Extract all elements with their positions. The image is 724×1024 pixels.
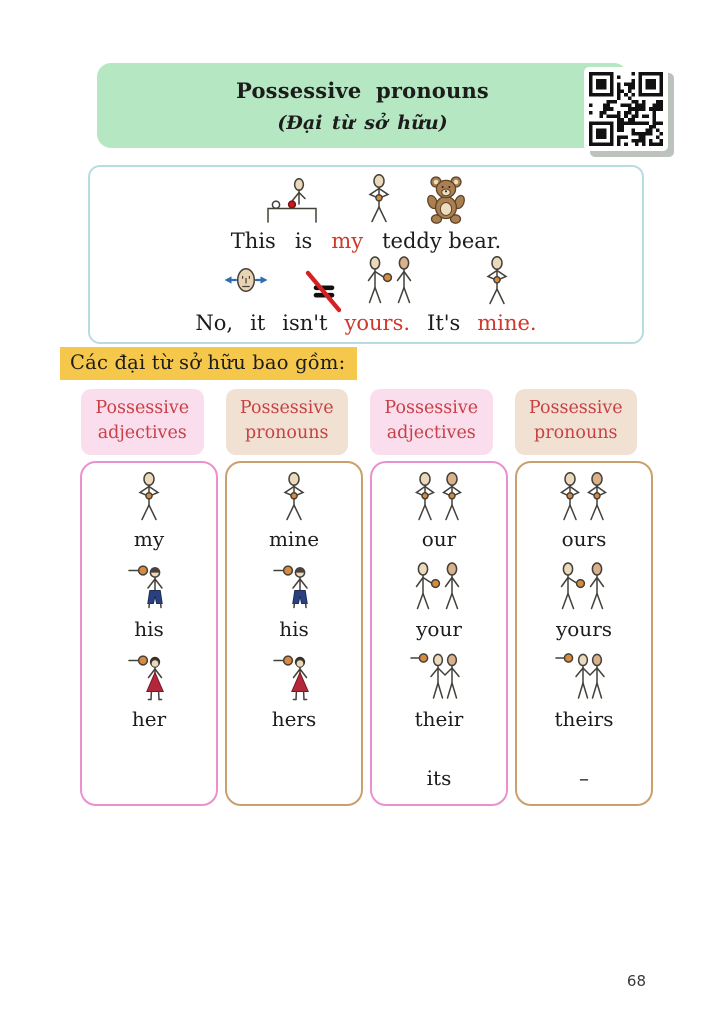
example-word: It's — [427, 311, 461, 335]
header-chip-line1: Possessive — [384, 398, 479, 418]
pronoun-table — [80, 461, 653, 806]
example-row-1 — [90, 174, 642, 253]
pair-their-icon — [555, 652, 613, 702]
pronoun-word: your — [416, 617, 462, 641]
header-chip — [226, 389, 349, 455]
header-chip — [515, 389, 638, 455]
pair-ball-icon — [363, 256, 419, 306]
example-word: is — [294, 229, 313, 253]
pronoun-column — [370, 461, 508, 806]
example-word: it — [250, 311, 266, 335]
example-word: This — [230, 229, 276, 253]
pronoun-column — [515, 461, 653, 806]
header-chip-line2: pronouns — [245, 422, 329, 443]
pronoun-word: hers — [271, 707, 317, 731]
example-symbols — [90, 174, 642, 224]
example-sentence — [90, 229, 642, 253]
pronoun-footer-word: its — [426, 766, 452, 790]
boy-figure-icon — [273, 562, 315, 612]
pronoun-word: yours — [555, 617, 613, 641]
page-subtitle: (Đại từ sở hữu) — [277, 111, 448, 134]
pronoun-word: my — [133, 527, 165, 551]
pronoun-column — [225, 461, 363, 806]
header-chip-line2: pronouns — [534, 422, 618, 443]
page-number: 68 — [626, 972, 646, 990]
pronoun-word: theirs — [554, 707, 614, 731]
table-point-icon — [263, 178, 321, 224]
pronoun-word: our — [421, 527, 457, 551]
self-figure-icon — [365, 174, 393, 224]
example-symbols — [90, 256, 642, 306]
pair-ball-icon — [411, 562, 467, 612]
girl-figure-icon — [128, 652, 170, 702]
example-sentences-box — [88, 165, 644, 344]
self-figure-icon — [483, 256, 511, 306]
pronoun-word: his — [279, 617, 309, 641]
header-chip-line1: Possessive — [95, 398, 190, 418]
qr-code-icon — [584, 67, 668, 151]
example-word: teddy bear. — [382, 229, 502, 253]
example-word: No, — [195, 311, 234, 335]
example-word: my — [331, 229, 364, 253]
table-headers — [81, 389, 637, 455]
header-chip-line2: adjectives — [386, 422, 476, 443]
example-word: yours. — [344, 311, 411, 335]
pronoun-word: ours — [561, 527, 607, 551]
pair-ball-icon — [556, 562, 612, 612]
girl-figure-icon — [273, 652, 315, 702]
self-figure-icon — [280, 472, 308, 522]
example-word: isn't — [282, 311, 328, 335]
header-chip — [81, 389, 204, 455]
header-chip-line1: Possessive — [528, 398, 623, 418]
example-row-2 — [90, 256, 642, 335]
example-word: mine. — [477, 311, 537, 335]
intro-label: Các đại từ sở hữu bao gồm: — [60, 347, 357, 380]
page-title: Possessive pronouns — [236, 77, 489, 103]
header-chip — [370, 389, 493, 455]
pronoun-word: his — [134, 617, 164, 641]
pronoun-footer-word: – — [579, 766, 589, 790]
self-figure-icon — [135, 472, 163, 522]
lesson-title-banner — [97, 63, 628, 148]
pronoun-word: their — [414, 707, 464, 731]
pronoun-word: mine — [268, 527, 320, 551]
face-no-icon — [221, 262, 271, 298]
pair-self-icon — [555, 472, 613, 522]
pair-self-icon — [410, 472, 468, 522]
pronoun-word: her — [131, 707, 167, 731]
header-chip-line1: Possessive — [239, 398, 334, 418]
example-sentence — [90, 311, 642, 335]
boy-figure-icon — [128, 562, 170, 612]
not-equal-icon — [299, 269, 345, 315]
pronoun-column — [80, 461, 218, 806]
pair-their-icon — [410, 652, 468, 702]
teddy-bear-icon — [423, 174, 469, 224]
header-chip-line2: adjectives — [97, 422, 187, 443]
